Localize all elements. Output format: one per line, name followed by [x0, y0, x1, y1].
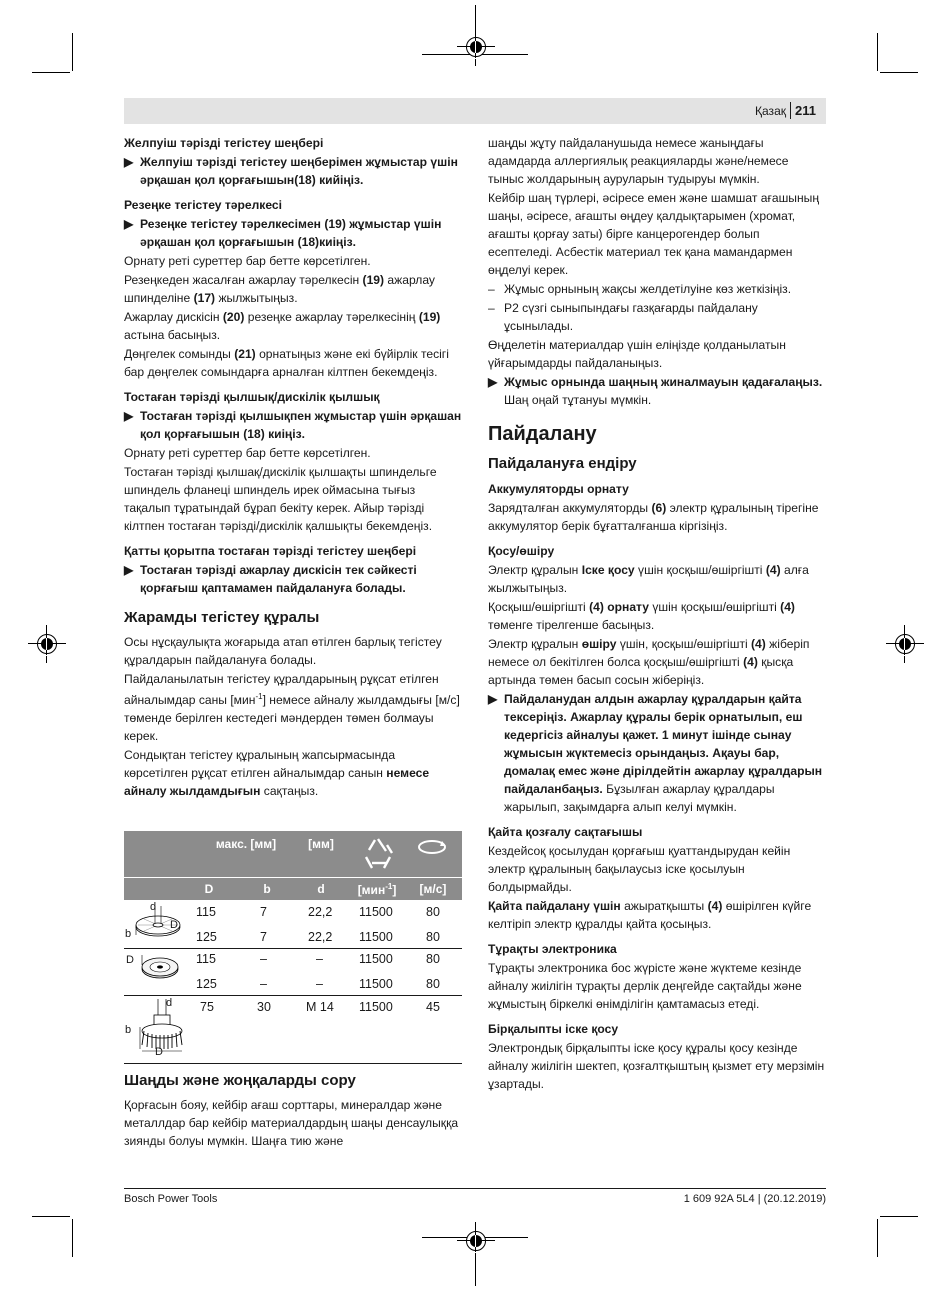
triangle-bullet-icon: ▶ — [488, 375, 498, 389]
table-header-max-mm: макс. [мм] — [215, 837, 277, 851]
triangle-bullet-icon: ▶ — [124, 155, 134, 169]
figure-label: D — [170, 919, 178, 931]
paragraph: шаңды жұту пайдаланушыда немесе жаныңдағы адамдарда аллергиялық реакцияларды және/немесе тыныс жолдарының ауруларын тудыруы мүмкін. — [488, 136, 789, 186]
list-item: – P2 сүзгі сыныпындағы газқағарды пайдалану ұсынылады. — [488, 301, 758, 333]
warning-cup-wheel — [124, 561, 462, 597]
paragraph: Дөңгелек сомынды (21) орнатыңыз және екі бүйірлік тесігі бар дөңгелек сомындарға арналған кілтпен бекемдеңіз. — [124, 347, 449, 379]
left-column — [124, 134, 462, 801]
heading-soft-start: Бірқалыпты іске қосу — [488, 1022, 619, 1036]
heading-starting-operation: Пайдалануға ендіру — [488, 455, 637, 472]
figure-label: b — [125, 1024, 132, 1036]
paragraph: Сондықтан тегістеу құралының жапсырмасында көрсетілген рұқсат етілген айналымдар санын немесе айналу жылдамдығын сақтаңыз. — [124, 748, 430, 799]
rubber-pad-figure-icon — [134, 951, 184, 993]
warning-text: Тостаған тәрізді қылшықпен жұмыстар үшін әрқашан қол қорғағышын (18) киіңіз. — [140, 409, 462, 441]
heading-rubber-pad: Резеңке тегістеу тәрелкесі — [124, 198, 283, 212]
paragraph: Орнату реті суреттер бар бетте көрсетілген. — [124, 446, 371, 460]
crop-mark — [877, 33, 878, 71]
heading-dust-extraction: Шаңды және жоңқаларды сору — [124, 1072, 356, 1089]
footer-brand: Bosch Power Tools — [124, 1193, 218, 1205]
paragraph: Тостаған тәрізді қылшақ/дискілік қылшақты шпиндельге шпиндель фланеці шпиндель ирек оймасына тығыз тақалып тұратындай бұрап бекіту керек. Айыр тәрізді кілтпен тостаған тәрізді/дискілік қалшықты бекемдеңіз. — [124, 465, 437, 533]
heading-suitable-tools: Жарамды тегістеу құралы — [124, 609, 320, 626]
table-header-row — [124, 831, 462, 877]
figure-label: d — [166, 997, 173, 1009]
paragraph: Тұрақты электроника бос жүрісте және жүктеме кезінде айналу жиілігін тұрақты дерлік деңгейде сақтайды және жұмыстың біркелкі өнімділігін қамтамасыз етеді. — [488, 961, 802, 1011]
paragraph: Электр құралын өшіру үшін, қосқыш/өшіргішті (4) жіберіп немесе ол бекітілген болса қосқыш/өшіргішті (4) қысқа артында төмен басып сосын жіберіңіз. — [488, 637, 810, 687]
heading-restart-protection: Қайта қозғалу сақтағышы — [488, 825, 643, 839]
registration-mark-icon — [466, 1231, 486, 1251]
left-column-bottom — [124, 1072, 462, 1151]
table-subheader-row — [124, 877, 462, 900]
paragraph: Орнату реті суреттер бар бетте көрсетілген. — [124, 254, 371, 268]
crop-mark — [880, 1216, 918, 1217]
paragraph: Резеңкеден жасалған ажарлау тәрелкесін (19) ажарлау шпинделіне (17) жылжытыңыз. — [124, 273, 435, 305]
paragraph: Өңделетін материалдар үшін еліңізде қолданылатын үйғарымдарды пайдаланыңыз. — [488, 338, 786, 370]
paragraph: Электрондық бірқалыпты іске қосу құралы қосу кезінде айналу жиілігін шектеп, қозғалтқыштың қызмет ету мерзімін ұзартады. — [488, 1041, 825, 1091]
registration-mark-icon — [37, 634, 57, 654]
figure-label: d — [150, 901, 157, 913]
crop-mark — [32, 1216, 70, 1217]
rotation-speed-icon — [357, 833, 399, 875]
list-item: – Жұмыс орнының жақсы желдетілуіне көз жеткізіңіз. — [488, 282, 792, 296]
crop-mark — [877, 1219, 878, 1257]
grinding-tools-table: макс. [мм] [мм] D b d [мин$^{-1}$] [м/с] 115 7 22,2 11500 80 125 7 22,2 11500 80 115 – – 11500 80 125 – – 11500 80 75 30 M 14 11500 45 d D b D d b D — [124, 831, 462, 900]
triangle-bullet-icon: ▶ — [124, 409, 134, 423]
paragraph: Кейбір шаң түрлері, әсіресе емен және шамшат ағашының шаңы, әсіресе, ағашты өңдеу қалдықтарымен (хромат, ағашты қорғау заты) бірге канцерогендер болып есептеледі. Асбестік материал тек қана мамандармен өңделуі керек. — [488, 191, 820, 277]
paragraph: Осы нұсқаулықта жоғарыда атап өтілген барлық тегістеу құралдарын пайдалануға болады. — [124, 635, 442, 667]
warning-check-tools: ▶ Пайдаланудан алдын ажарлау құралдарын қайта тексеріңіз. Ажарлау құралы берік орнатылып, еш кедергісіз айналуы қажет. 1 минут ішінде сынау жұмысын жүктемесіз орындаңыз. Ақауы бар, домалақ емес және дірілдейтін ажарлау құралдарын пайдаланбаңыз. Бұзылған ажарлау құралдары жарылып, зақымдарға алып келуі мүмкін. — [488, 692, 823, 814]
paragraph: Зарядталған аккумуляторды (6) электр құралының тірегіне аккумулятор берік бұғатталғанша кіргізіңіз. — [488, 501, 819, 533]
paragraph: Қорғасын бояу, кейбір ағаш сорттары, минералдар және металлдар бар кейбір материалдардың шаңы денсаулыққа зиянды болуы мүмкін. Шаңға тию және — [124, 1098, 459, 1148]
page-footer — [124, 1188, 826, 1205]
table-divider — [124, 948, 462, 949]
warning-text: Тостаған тәрізді ажарлау дискісін тек сәйкесті қорғағыш қаптамамен пайдалануға болады. — [140, 563, 417, 595]
paragraph: Қосқыш/өшіргішті (4) орнату үшін қосқыш/өшіргішті (4) төменге тірелгенше басыңыз. — [488, 600, 795, 632]
registration-mark-icon — [895, 634, 915, 654]
warning-text: Резеңке тегістеу тәрелкесімен (19) жұмыстар үшін әрқашан қол қорғағышын (18)киіңіз. — [140, 217, 442, 249]
page-header — [124, 98, 826, 124]
crop-mark — [72, 1219, 73, 1257]
triangle-bullet-icon: ▶ — [488, 692, 498, 706]
triangle-bullet-icon: ▶ — [124, 563, 134, 577]
warning-rubber-pad — [124, 215, 462, 251]
warning-text: Желпуіш тәрізді тегістеу шеңберімен жұмыстар үшін әрқашан қол қорғағышын(18) кийіңіз. — [140, 155, 458, 187]
warning-fan-wheel — [124, 153, 462, 189]
col-d: d — [317, 882, 325, 896]
figure-label: D — [126, 954, 134, 966]
heading-fan-wheel: Желпуіш тәрізді тегістеу шеңбері — [124, 136, 324, 150]
table-header-mm: [мм] — [308, 837, 334, 851]
peripheral-speed-icon — [416, 837, 448, 857]
footer-doc-id: 1 609 92A 5L4 | (20.12.2019) — [683, 1193, 826, 1205]
heading-cup-brush: Тостаған тәрізді қылшық/дискілік қылшық — [124, 390, 380, 404]
paragraph: Ажарлау дискісін (20) резеңке ажарлау тәрелкесінің (19) астына басыңыз. — [124, 310, 441, 342]
crop-mark — [32, 72, 70, 73]
col-D: D — [204, 882, 214, 896]
figure-label: b — [125, 928, 132, 940]
heading-constant-electronics: Тұрақты электроника — [488, 942, 617, 956]
heading-on-off: Қосу/өшіру — [488, 544, 555, 558]
heading-cup-wheel: Қатты қорытпа тостаған тәрізді тегістеу шеңбері — [124, 544, 417, 558]
warning-dust: ▶ Жұмыс орнында шаңның жиналмауын қадағалаңыз. Шаң оңай тұтануы мүмкін. — [488, 375, 823, 407]
header-separator — [790, 102, 791, 119]
col-ms: [м/с] — [419, 882, 447, 896]
triangle-bullet-icon: ▶ — [124, 217, 134, 231]
heading-battery: Аккумуляторды орнату — [488, 482, 629, 496]
paragraph: Пайдаланылатын тегістеу құралдарының рұқсат етілген айналымдар саны [мин$^{-1}$] немесе айналу жылдамдығы [м/с] төмендe берілген кестедегі мәндерден төмен болмауы керек. — [124, 672, 460, 744]
warning-cup-brush — [124, 407, 462, 443]
header-language: Қазақ — [755, 104, 786, 118]
crop-mark — [72, 33, 73, 71]
registration-mark-icon — [466, 37, 486, 57]
crop-mark — [880, 72, 918, 73]
right-column — [488, 134, 826, 1094]
page-number: 211 — [795, 103, 816, 118]
figure-label: D — [155, 1046, 163, 1058]
paragraph: Кездейсоқ қосылудан қорғағыш қуаттандырудан кейін электр құралының бақылаусыз іске қосылуын болдырмайды. — [488, 844, 791, 894]
crop-mark — [475, 1256, 476, 1286]
paragraph: Электр құралын Іске қосу үшін қосқыш/өшіргішті (4) алға жылжытыңыз. — [488, 563, 809, 595]
table-divider — [124, 995, 462, 996]
col-b: b — [263, 882, 271, 896]
paragraph: Қайта пайдалану үшін ажыратқышты (4) өшірілген күйге келтіріп электр құралды қайта қосыңыз. — [488, 899, 812, 931]
col-rpm: [мин$^{-1}$] — [357, 882, 397, 897]
table-divider — [124, 1063, 462, 1064]
heading-operation: Пайдалану — [488, 423, 597, 445]
